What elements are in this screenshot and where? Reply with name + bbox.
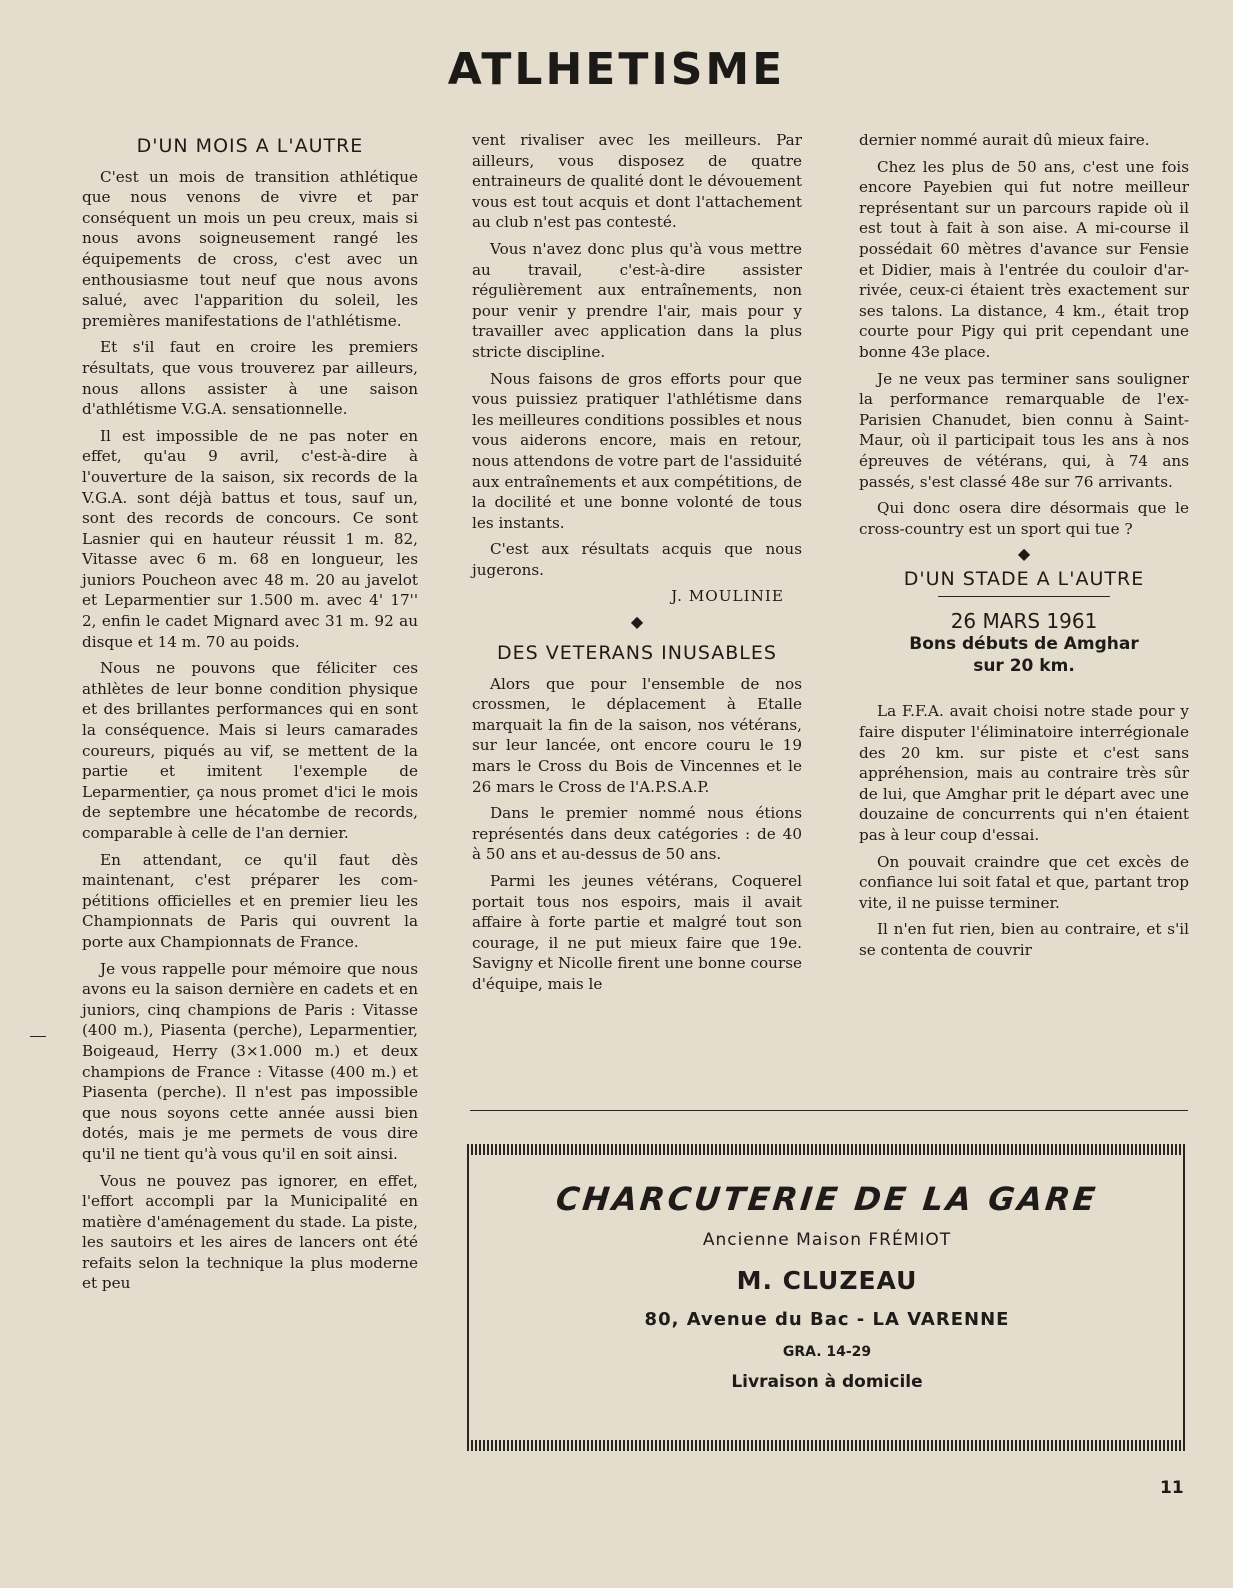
paragraph: Je ne veux pas terminer sans souligner la performance remarquable de l'ex-Parisien Chanudet, bien connu à Saint-Maur, où il participait tous les ans à nos épreuves de vétérans, qui, à 74 ans passés, s'est classé 48e sur 76 arrivants. <box>859 369 1189 491</box>
column-2 <box>472 130 802 1001</box>
paragraph: La F.F.A. avait choisi notre stade pour y faire disputer l'éliminatoire interrégionale des 20 km. sur piste et c'est sans appréhension, mais au contraire très sûr de lui, que Amghar prit le départ avec une douzaine de concurrents qui n'en étaient pas à leur coup d'essai. <box>859 702 1189 845</box>
paragraph: Nous faisons de gros efforts pour que vous puissiez pratiquer l'athlétisme dans les meilleures conditions possibles et nous vous aiderons encore, mais en retour, nous attendons de votre part de l'assiduité aux entraînements et aux compétitions, de la docilité et une bonne volonté de tous les instants. <box>472 369 802 532</box>
paragraph: Je vous rappelle pour mémoire que nous avons eu la saison dernière en cadets et en juniors, cinq champions de Paris : Vitasse (400 m.), Piasenta (perche), Leparmentier, Boigeaud, Herry (3×1.000 m.) et deux champions de France : Vitasse (400 m.) et Piasenta (perche). Il n'est pas impossible que nous soyons cette année aussi bien dotés, mais je me permets de vous dire qu'il ne tient qu'à vous qu'il en soit ainsi. <box>82 959 418 1163</box>
paragraph: dernier nommé aurait dû mieux faire. <box>859 131 1150 149</box>
paragraph: Chez les plus de 50 ans, c'est une fois encore Payebien qui fut notre meilleur représentant sur un parcours rapide où il est tout à fait à son aise. A mi-course il possédait 60 mètres d'avance sur Fensie et Didier, mais à l'entrée du couloir d'arrivée, ceux-ci étaient très exactement sur ses talons. La distance, 4 km., était trop courte pour Pigy qui prit cependant une bonne 43e place. <box>859 157 1189 361</box>
paragraph: Vous ne pouvez pas ignorer, en effet, l'effort accompli par la Municipalité en matière d'aménagement du stade. La piste, les sautoirs et les aires de lancers ont été refaits selon la technique la plus moderne et peu <box>82 1171 418 1293</box>
ad-phone: GRA. 14-29 <box>782 1344 872 1360</box>
author-signature: J. MOULINIE <box>671 587 784 606</box>
paragraph: C'est un mois de transition athlétique que nous venons de vivre et par conséquent un mois un peu creux, mais si nous avons soigneusement rangé les équipements de cross, c'est avec un enthousiasme tout neuf que nous avons salué, avec l'apparition du soleil, les premières manifestations de l'athlétisme. <box>82 167 418 330</box>
paragraph: Et s'il faut en croire les premiers résultats, que vous trouverez par ailleurs, nous allons assister à une saison d'athlétisme V.G.A. sensationnelle. <box>82 338 418 419</box>
ad-border-bottom <box>467 1440 1187 1451</box>
paragraph: C'est aux résultats acquis que nous jugerons. <box>472 540 802 579</box>
subtitle-line: Bons débuts de Amghar <box>909 634 1139 655</box>
article-subtitle <box>859 633 1189 677</box>
ad-former-name: Ancienne Maison FRÉMIOT <box>702 1230 952 1250</box>
paragraph: On pouvait craindre que cet excès de confiance lui soit fatal et que, partant trop vite, il ne puisse terminer. <box>859 852 1189 912</box>
ad-address: 80, Avenue du Bac - LA VARENNE <box>644 1309 1010 1330</box>
diamond-ornament-icon: ◆ <box>630 612 644 632</box>
article-heading-veterans: DES VETERANS INUSABLES <box>497 642 777 665</box>
paragraph: Il est impossible de ne pas noter en effet, qu'au 9 avril, c'est-à-dire à l'ouverture de la saison, six records de la V.G.A. sont déjà battus et tous, sauf un, sont des records de concours. Ce sont Lasnier qui en hauteur réussit 1 m. 82, Vitasse avec 6 m. 68 en longueur, les juniors Poucheon avec 48 m. 20 au javelot et Leparmentier sur 1.500 m. avec 4' 17'' 2, enfin le cadet Mignard avec 31 m. 92 au disque et 14 m. 70 au poids. <box>82 426 418 651</box>
paragraph: vent rivaliser avec les meilleurs. Par ailleurs, vous disposez de quatre entraineurs de qualité dont le dévouement vous est tout acquis et dont l'attachement au club n'est pas contesté. <box>472 131 802 232</box>
margin-mark <box>30 1036 46 1037</box>
paragraph: Parmi les jeunes vétérans, Coquerel portait tous nos espoirs, mais il avait affaire à forte partie et malgré tout son courage, il ne put mieux faire que 19e. Savigny et Nicolle firent une bonne course d'équipe, mais le <box>472 872 802 993</box>
article-heading-mois: D'UN MOIS A L'AUTRE <box>136 135 364 157</box>
diamond-ornament-icon: ◆ <box>1017 544 1031 564</box>
paragraph: Qui donc osera dire désormais que le cross-country est un sport qui tue ? <box>859 499 1189 538</box>
subtitle-line: sur 20 km. <box>973 656 1075 677</box>
column-3 <box>859 130 1189 967</box>
ad-content <box>467 1168 1187 1392</box>
heading-underline <box>938 596 1110 597</box>
ad-border-top <box>467 1144 1187 1155</box>
paragraph: Dans le premier nommé nous étions représentés dans deux catégories : de 40 à 50 ans et au-dessus de 50 ans. <box>472 804 802 864</box>
paragraph: Il n'en fut rien, bien au contraire, et s'il se contenta de couvrir <box>859 920 1189 959</box>
advertisement-box <box>467 1144 1187 1451</box>
ad-delivery: Livraison à domicile <box>731 1372 923 1392</box>
page-number: 11 <box>1160 1478 1184 1498</box>
column-1 <box>82 130 418 1300</box>
horizontal-rule <box>470 1110 1188 1111</box>
article-heading-stade: D'UN STADE A L'AUTRE <box>903 568 1145 591</box>
page-title: ATLHETISME <box>447 44 786 95</box>
article-date: 26 MARS 1961 <box>950 608 1098 633</box>
paragraph: Vous n'avez donc plus qu'à vous mettre au travail, c'est-à-dire assister régulièrement aux entraînements, non pour venir y prendre l'air, mais pour y travailler avec application dans la plus stricte discipline. <box>472 239 802 361</box>
ad-owner: M. CLUZEAU <box>736 1266 918 1295</box>
paragraph: Alors que pour l'ensemble de nos crossmen, le déplacement à Etalle marquait la fin de la saison, nos vétérans, sur leur lancée, ont encore couru le 19 mars le Cross du Bois de Vincennes et le 26 mars le Cross de l'A.P.S.A.P. <box>472 674 802 796</box>
paragraph: Nous ne pouvons que féliciter ces athlètes de leur bonne condition physique et des brillantes performances qui en sont la conséquence. Mais si leurs camarades coureurs, piqués au vif, se mettent de la partie et imitent l'exemple de Leparmentier, ça nous promet d'ici le mois de septembre une hécatombe de records, comparable à celle de l'an dernier. <box>82 659 418 842</box>
paragraph: En attendant, ce qu'il faut dès maintenant, c'est préparer les compétitions officielles et en premier lieu les Championnats de Paris qui ouvrent la porte aux Championnats de France. <box>82 850 418 951</box>
ad-shop-name: CHARCUTERIE DE LA GARE <box>554 1180 1100 1218</box>
